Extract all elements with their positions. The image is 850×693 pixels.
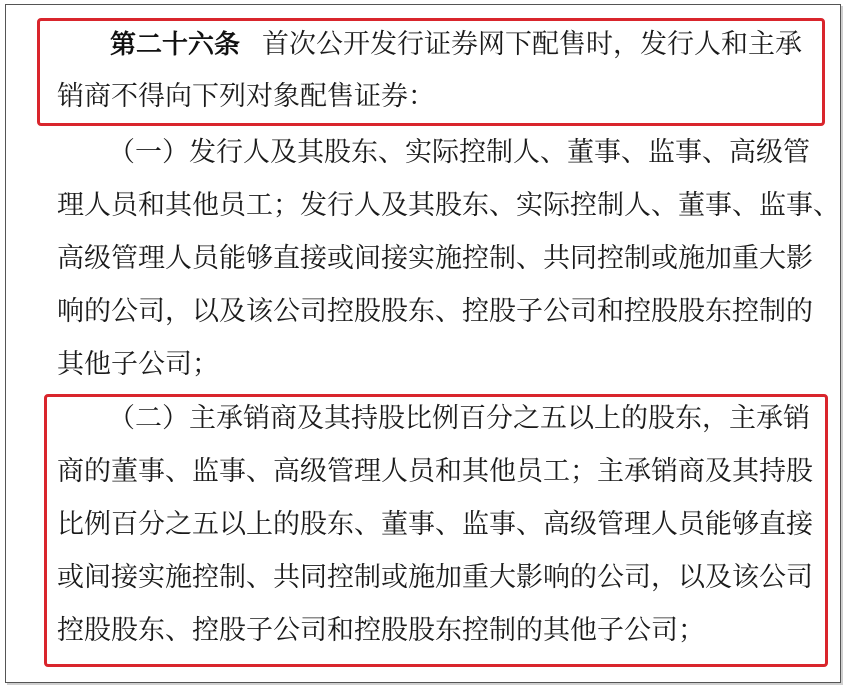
item2-line: [57, 561, 813, 595]
item2-text-5: 控股股东、控股子公司和控股股东控制的其他子公司；: [57, 615, 705, 646]
article-line-2: [57, 80, 435, 114]
item1-text-2: 理人员和其他员工；发行人及其股东、实际控制人、董事、监事、: [57, 190, 840, 221]
article-number: 第二十六条: [110, 30, 241, 60]
article-line-1: [110, 28, 802, 62]
item2-text-1: （二）主承销商及其持股比例百分之五以上的股东，主承销: [108, 403, 810, 434]
article-intro-text-2: 销商不得向下列对象配售证券：: [57, 81, 435, 112]
item1-line: [57, 189, 840, 223]
item1-text-1: （一）发行人及其股东、实际控制人、董事、监事、高级管: [108, 137, 810, 168]
item2-line: [57, 614, 705, 648]
item1-text-5: 其他子公司；: [57, 349, 219, 380]
article-intro-text-1: 首次公开发行证券网下配售时，发行人和主承: [262, 29, 803, 60]
item1-text-4: 响的公司，以及该公司控股股东、控股子公司和控股股东控制的: [57, 296, 813, 327]
item2-line: [57, 508, 813, 542]
item1-line: [57, 242, 813, 276]
item2-text-2: 商的董事、监事、高级管理人员和其他员工；主承销商及其持股: [57, 456, 813, 487]
item1-line: [57, 295, 813, 329]
item2-text-3: 比例百分之五以上的股东、董事、监事、高级管理人员能够直接: [57, 509, 813, 540]
item2-line: [57, 455, 813, 489]
item1-line: [57, 348, 219, 382]
item2-text-4: 或间接实施控制、共同控制或施加重大影响的公司，以及该公司: [57, 562, 813, 593]
item1-line: [108, 136, 810, 170]
item2-line: [108, 402, 810, 436]
item1-text-3: 高级管理人员能够直接或间接实施控制、共同控制或施加重大影: [57, 243, 813, 274]
